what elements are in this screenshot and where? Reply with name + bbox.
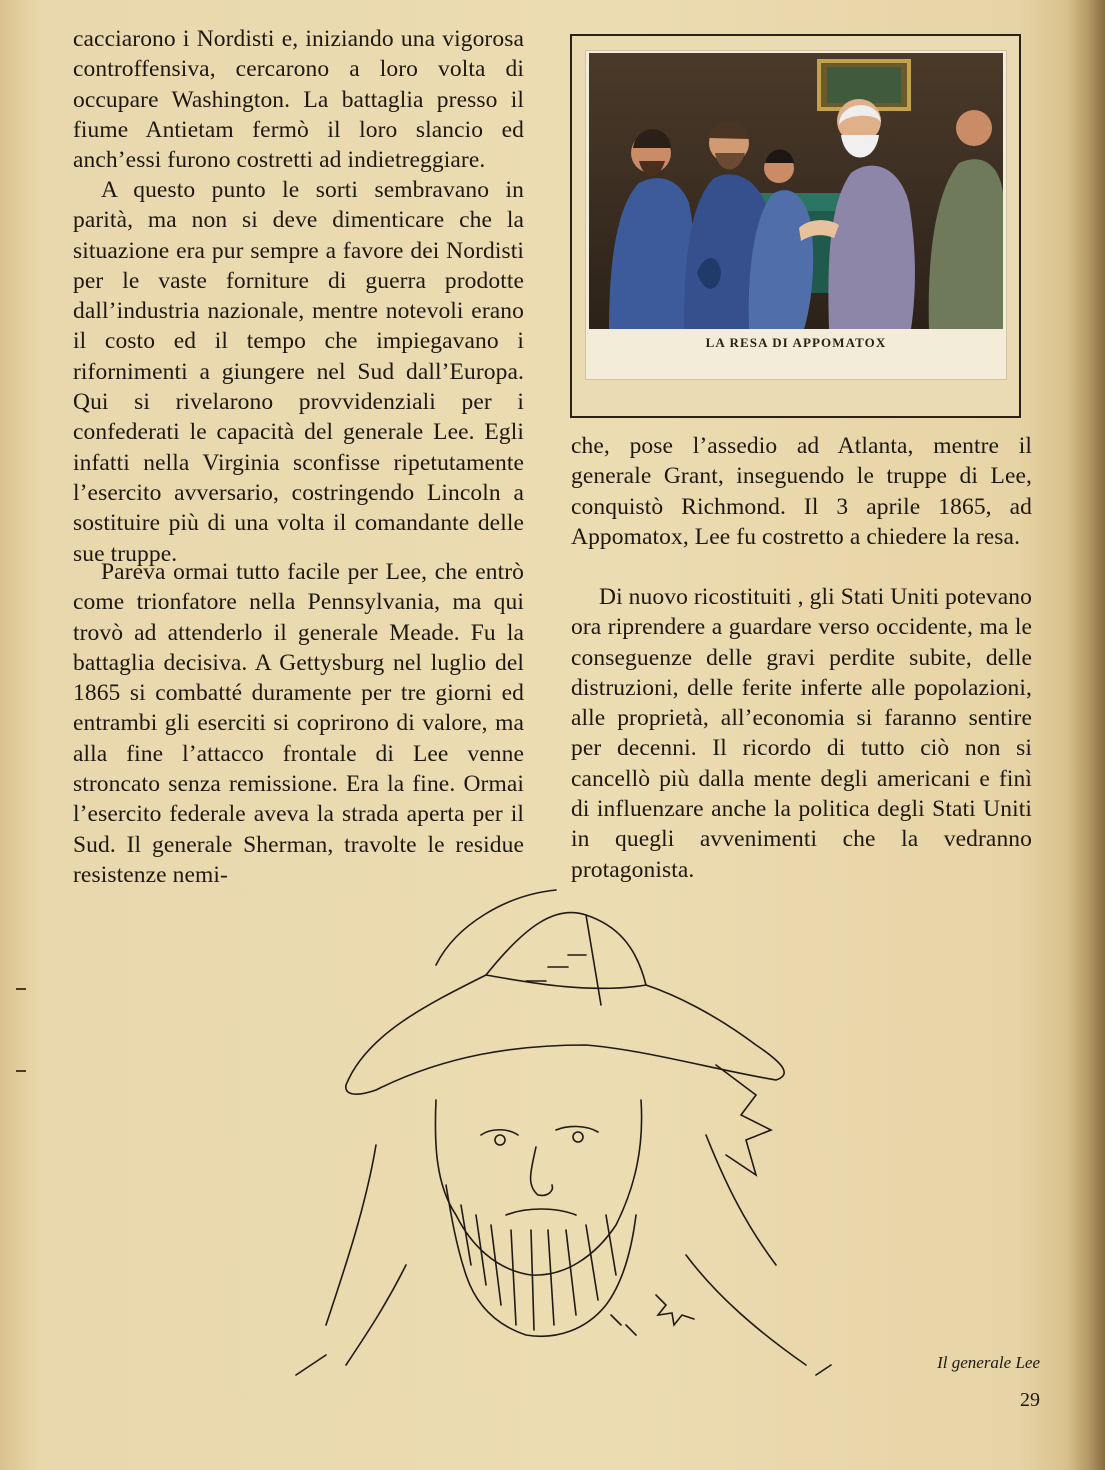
general-lee-sketch xyxy=(286,885,846,1385)
margin-mark xyxy=(16,1070,26,1072)
margin-mark xyxy=(16,988,26,990)
photo-frame xyxy=(570,34,1021,418)
right-column-paragraph-2: Di nuovo ricostituiti , gli Stati Uniti potevano ora riprendere a guardare verso occidente, ma le conseguenze delle gravi perdite subite, delle distruzioni, delle ferite inferte alle popolazioni, alle proprietà, all’economia si faranno sentire per decenni. Il ricordo di tutto ciò non si cancellò più dalla mente degli americani e finì di influenzare anche la politica degli Stati Uniti in quegli avvenimenti che la vedranno protagonista. xyxy=(571,584,1032,883)
page-edge-shadow xyxy=(1067,0,1105,1470)
left-column-paragraph-2: A questo punto le sorti sembravano in parità, ma non si deve dimenticare che la situazione era pur sempre a favore dei Nordisti per le vaste forniture di guerra prodotte dall’industria nazionale, mentre notevoli erano il costo ed il tempo che impiegavano i rifornimenti a giungere nel Sud dall’Europa. Qui si rivelarono provvidenziali per i confederati le capacità del generale Lee. Egli infatti nella Virginia sconfisse ripetutamente l’esercito avversario, costringendo Lincoln a sostituire più di una volta il comandante delle sue truppe. xyxy=(73,177,524,567)
right-column-paragraph-1: che, pose l’assedio ad Atlanta, mentre il generale Grant, inseguendo le truppe di Lee, conquistò Richmond. Il 3 aprile 1865, ad Appomatox, Lee fu costretto a chiedere la resa. xyxy=(571,433,1032,550)
photo-card xyxy=(586,51,1006,379)
page-number: 29 xyxy=(1020,1389,1040,1411)
photo-caption: LA RESA DI APPOMATOX xyxy=(705,335,887,350)
illustration-caption: Il generale Lee xyxy=(937,1353,1040,1372)
left-column-paragraph-1: cacciarono i Nordisti e, iniziando una vigorosa controffensiva, cercarono a loro volta di occupare Washington. La battaglia presso il fiume Antietam fermò il loro slancio ed anch’essi furono costretti ad indietreggiare. xyxy=(73,26,524,174)
left-column-paragraph-3: Pareva ormai tutto facile per Lee, che entrò come trionfatore nella Pennsylvania, ma qui trovò ad attenderlo il generale Meade. Fu la battaglia decisiva. A Gettysburg nel luglio del 1865 si combatté duramente per tre giorni ed entrambi gli eserciti si coprirono di valore, ma alla fine l’attacco frontale di Lee venne stroncato senza remissione. Era la fine. Ormai l’esercito federale aveva la strada aperta per il Sud. Il generale Sherman, travolte le residue resistenze nemi- xyxy=(73,559,524,888)
surrender-painting xyxy=(589,53,1003,329)
